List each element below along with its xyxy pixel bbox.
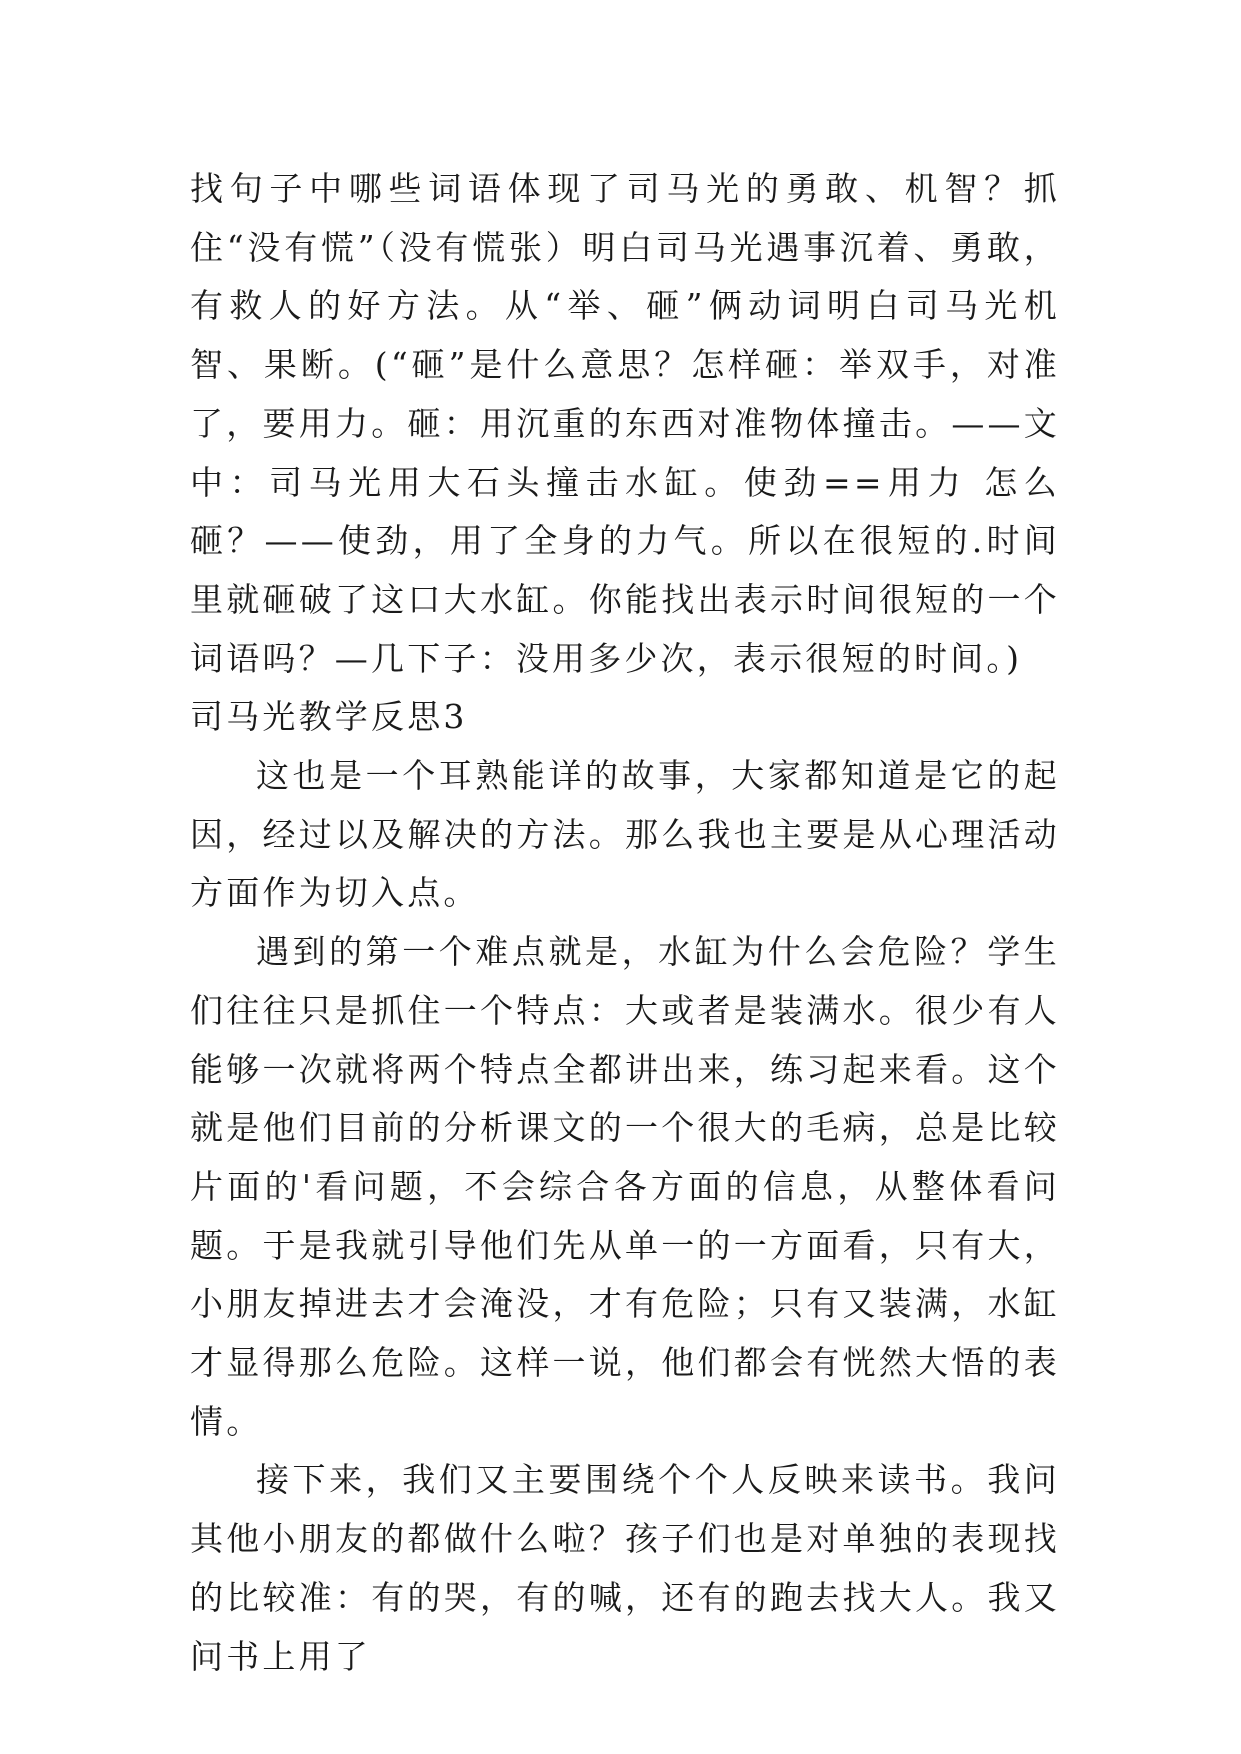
paragraph-reading: 接下来，我们又主要围绕个个人反映来读书。我问其他小朋友的都做什么啦？孩子们也是对单独的表现找的比较准：有的哭，有的喊，还有的跑去找大人。我又问书上用了 bbox=[190, 1460, 1060, 1676]
paragraph-difficulty: 遇到的第一个难点就是，水缸为什么会危险？学生们往往只是抓住一个特点：大或者是装满水。很少有人能够一次就将两个特点全都讲出来，练习起来看。这个就是他们目前的分析课文的一个很大的毛病，总是比较片面的'看问题，不会综合各方面的信息，从整体看问题。于是我就引导他们先从单一的一方面看，只有大，小朋友掉进去才会淹没，才有危险；只有又装满，水缸才显得那么危险。这样一说，他们都会有恍然大悟的表情。 bbox=[190, 932, 1060, 1441]
section-heading: 司马光教学反思3 bbox=[190, 697, 468, 737]
document-body bbox=[190, 160, 1060, 1686]
paragraph-intro: 这也是一个耳熟能详的故事，大家都知道是它的起因，经过以及解决的方法。那么我也主要是从心理活动方面作为切入点。 bbox=[190, 756, 1060, 913]
paragraph-analysis: 找句子中哪些词语体现了司马光的勇敢、机智？抓住“没有慌”（没有慌张）明白司马光遇事沉着、勇敢，有救人的好方法。从“举、砸”俩动词明白司马光机智、果断。(“砸”是什么意思？怎样砸：举双手，对准了，要用力。砸：用沉重的东西对准物体撞击。——文中：司马光用大石头撞击水缸。使劲==用力 怎么砸？——使劲，用了全身的力气。所以在很短的.时间里就砸破了这口大水缸。你能找出表示时间很短的一个词语吗？—几下子：没用多少次，表示很短的时间。) bbox=[190, 169, 1060, 678]
